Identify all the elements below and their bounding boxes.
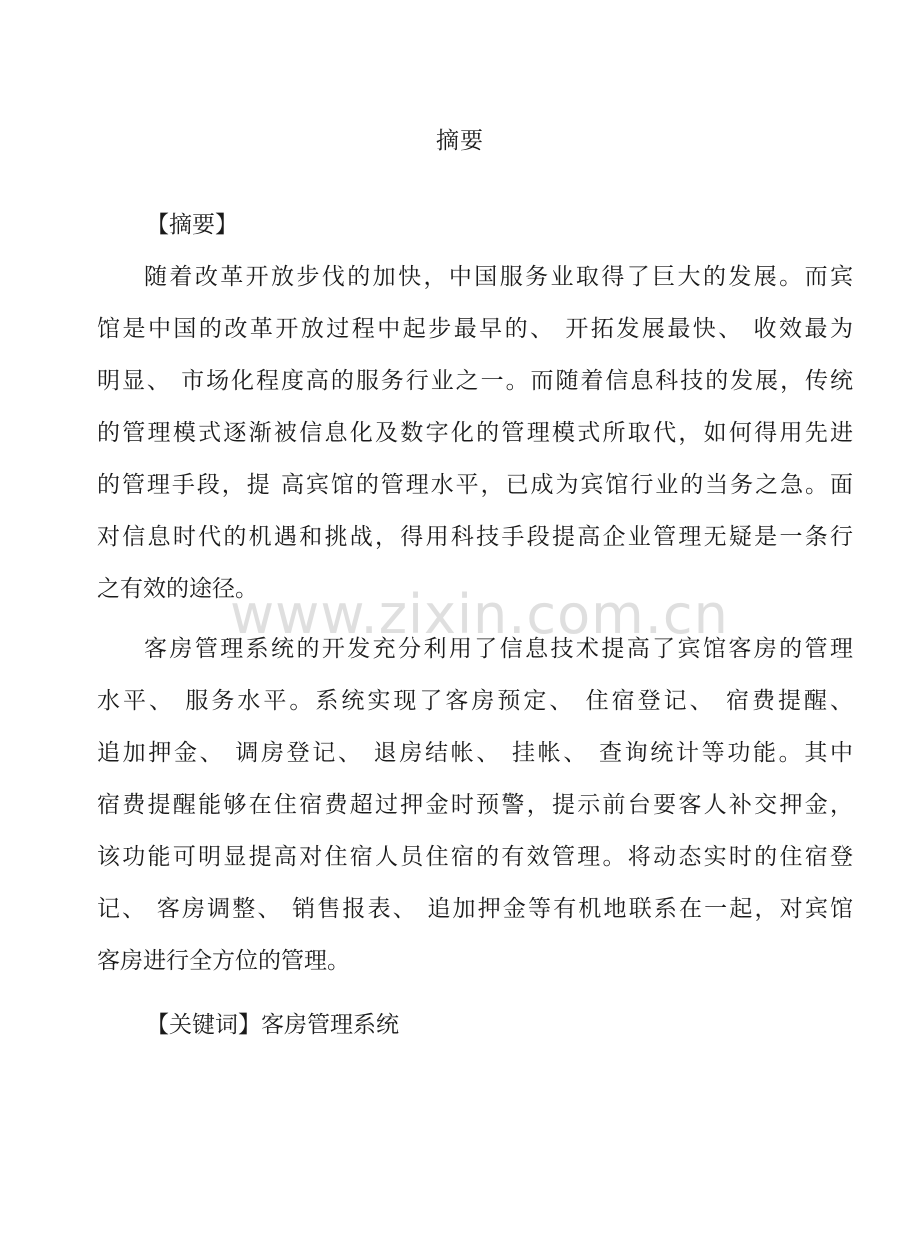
paragraph-line: 明显、 市场化程度高的服务行业之一。而随着信息科技的发展，传统 (97, 368, 853, 394)
paragraph-line: 客房进行全方位的管理。 (97, 948, 350, 974)
paragraph-line: 追加押金、 调房登记、 退房结帐、 挂帐、 查询统计等功能。其中 (97, 740, 853, 766)
paragraph-line: 馆是中国的改革开放过程中起步最早的、 开拓发展最快、 收效最为 (97, 316, 853, 342)
abstract-paragraph-2 (97, 631, 853, 995)
paragraph-line: 随着改革开放步伐的加快，中国服务业取得了巨大的发展。而宾 (144, 264, 853, 290)
paragraph-line: 对信息时代的机遇和挑战，得用科技手段提高企业管理无疑是一条行 (97, 524, 853, 550)
keywords-label: 【关键词】客房管理系统 (146, 1012, 399, 1038)
paragraph-line: 的管理手段，提 高宾馆的管理水平，已成为宾馆行业的当务之急。面 (97, 472, 853, 498)
watermark: www.zixin.com.cn (230, 583, 729, 646)
abstract-label: 【摘要】 (146, 212, 238, 238)
paragraph-line: 的管理模式逐渐被信息化及数字化的管理模式所取代，如何得用先进 (97, 420, 853, 446)
paragraph-line: 水平、 服务水平。系统实现了客房预定、 住宿登记、 宿费提醒、 (97, 688, 853, 714)
paragraph-line: 记、 客房调整、 销售报表、 追加押金等有机地联系在一起，对宾馆 (97, 896, 853, 922)
paragraph-line: 客房管理系统的开发充分利用了信息技术提高了宾馆客房的管理 (144, 636, 853, 662)
paragraph-line: 该功能可明显提高对住宿人员住宿的有效管理。将动态实时的住宿登 (97, 844, 853, 870)
page-title: 摘要 (436, 128, 484, 154)
paragraph-line: 宿费提醒能够在住宿费超过押金时预警，提示前台要客人补交押金， (97, 792, 853, 818)
abstract-paragraph-1 (97, 259, 853, 623)
paragraph-line: 之有效的途径。 (97, 576, 258, 602)
